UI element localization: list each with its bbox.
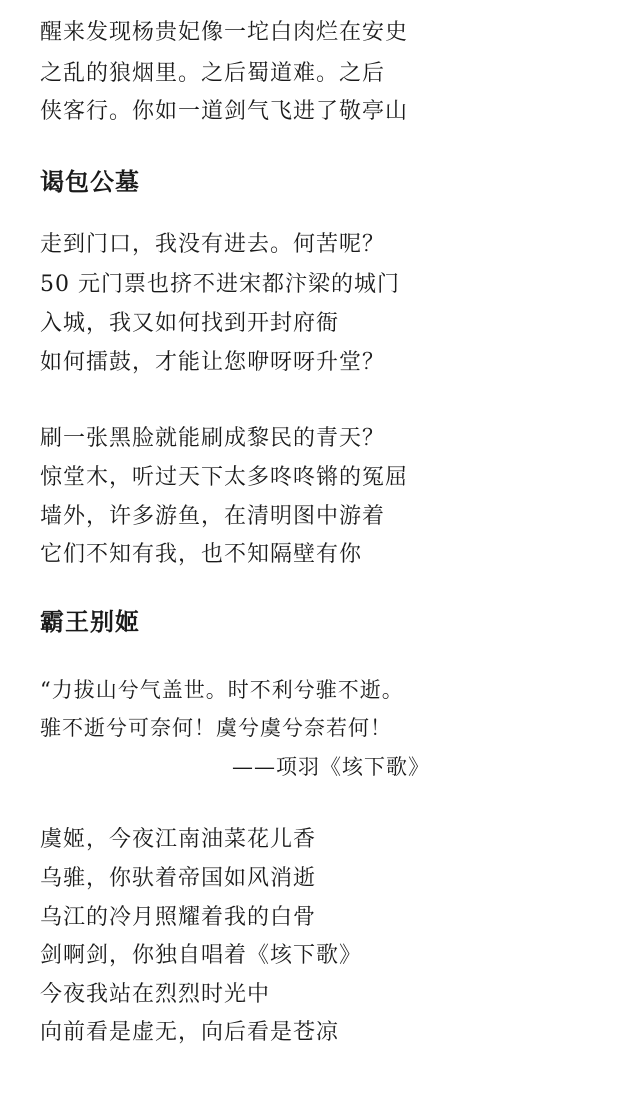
- poem-line: 50 元门票也挤不进宋都汴梁的城门: [40, 272, 400, 297]
- poem-line: 惊堂木，听过天下太多咚咚锵的冤屈: [40, 465, 409, 490]
- poem-line: 墙外，许多游鱼，在清明图中游着: [40, 504, 386, 529]
- poem-line: 走到门口，我没有进去。何苦呢？: [40, 232, 386, 257]
- poem-line: 乌骓，你驮着帝国如风消逝: [40, 866, 317, 891]
- poem-line: 入城，我又如何找到开封府衙: [40, 311, 340, 336]
- poem-title: 谒包公墓: [40, 167, 140, 196]
- poem-line: 刷一张黑脸就能刷成黎民的青天？: [40, 426, 386, 451]
- poem-line: 乌江的冷月照耀着我的白骨: [40, 905, 317, 930]
- poem-line: 它们不知有我，也不知隔壁有你: [40, 542, 363, 567]
- poem-line: 向前看是虚无，向后看是苍凉: [40, 1020, 340, 1045]
- intro-line: 醒来发现杨贵妃像一坨白肉烂在安史: [40, 20, 409, 45]
- epigraph-line: “力拔山兮气盖世。时不利兮骓不逝。: [40, 678, 404, 702]
- poem-line: 剑啊剑，你独自唱着《垓下歌》: [40, 943, 363, 968]
- poem-line: 虞姬，今夜江南油菜花儿香: [40, 827, 317, 852]
- epigraph-line: 骓不逝兮可奈何！虞兮虞兮奈若何！: [40, 716, 392, 740]
- poem-title: 霸王别姬: [40, 607, 140, 636]
- intro-line: 之乱的狼烟里。之后蜀道难。之后: [40, 61, 386, 86]
- intro-line: 侠客行。你如一道剑气飞进了敬亭山: [40, 99, 409, 124]
- poem-line: 如何擂鼓，才能让您咿呀呀升堂？: [40, 350, 386, 375]
- epigraph-attribution: ——项羽《垓下歌》: [232, 755, 430, 779]
- poem-line: 今夜我站在烈烈时光中: [40, 982, 271, 1007]
